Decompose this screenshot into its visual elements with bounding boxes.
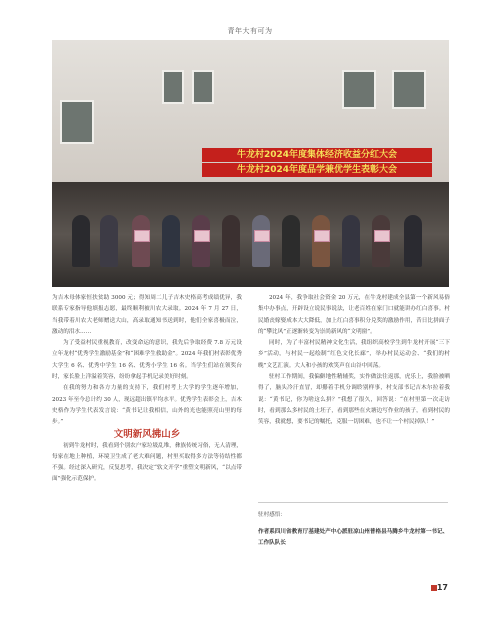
certificate [254, 230, 270, 242]
person [282, 215, 300, 267]
person [222, 215, 240, 267]
page-number: 17 [436, 583, 448, 592]
author-info: 作者系四川省教育厅基建处产中心派驻凉山州普格县马腾乡牛龙村第一书记、工作队队长 [258, 529, 449, 546]
banner-dividend: 牛龙村2024年度集体经济收益分红大会 [202, 148, 432, 162]
author-label: 驻村感悟： [258, 512, 286, 518]
paragraph: 同时，为了丰富村民精神文化生活，我组织高校学生到牛龙村开展“三下乡”活动，与村民一起绘制“红色文化长廊”，举办村民运动会、“我们的村晚”文艺汇演。大人和小孩的欢笑声在山谷中回荡。 [258, 340, 450, 369]
certificate [194, 230, 210, 242]
author-divider [258, 502, 448, 503]
person [404, 215, 422, 267]
window [162, 70, 184, 104]
person [342, 215, 360, 267]
paragraph: 为了受益村民重视教育，改变命运的意识，我先后争取经费 7.8 万元设立年龙村“优秀学生激励基金”和“困难学生救助金”。2024 年我们村表彰优秀大学生 6 名、优秀中学生 16 名、优秀小学生 16 名。当学生们站在领奖台时，家长脸上洋溢着笑容，纷纷拿起手机记录美好时刻。 [52, 340, 242, 381]
window [60, 100, 94, 144]
right-column [258, 293, 450, 429]
section-heading: 文明新风拂山乡 [113, 428, 181, 440]
paragraph: 为吉木母体家恒扶贫助 3000 元；得知周二儿子吉木史格高考成绩优异，我联系专家指导他填报志愿，最终顺利被川农大录取。2024 年 7 月 27 日，当我带着川农大老师赠送大山，高录取通知书送到时，他们全家喜极而泣，激动的泪水…… [52, 295, 242, 335]
left-column [52, 293, 242, 486]
paragraph: 在我的努力和各方力量的支持下，我们村考上大学的学生逐年增加，2023 年至今总计约 30 人，现远超出镇平均水平。优秀学生表彰会上，吉木史格作为学生代表发言说：“黄书记让我相信，山外的光也能照亮山里的每步。” [52, 385, 242, 426]
running-header: 青年大有可为 [227, 27, 273, 35]
certificate [314, 230, 330, 242]
certificate [134, 230, 150, 242]
group-photo [52, 40, 449, 287]
certificate [374, 230, 390, 242]
paragraph: 2024 年，我争取社会资金 20 万元，在牛龙村建成全县第一个新风易俗集中办事点，开辟设立说民事说法，让老百姓在家门口就能讲办红白喜事。村民婚丧嫁娶成本大大降低，加上红白喜事积分兑奖的激励作用，昔日比拼面子的“攀比风”正逐渐转变为崇尚新风的“文明窗”。 [258, 295, 450, 335]
banner-students: 牛龙村2024年度品学兼优学生表彰大会 [202, 163, 432, 177]
window [392, 70, 426, 109]
paragraph: 驻村工作期间，我偏僻地性精辅奖，实作做法往返那，虎乐上，我脸被晒得了，脑头冷汗直冒，却攥着手机分调聆别样事，村支部书记吉木尔拉着我说：“黄书记，你为啥这么拼？”我想了很久，回答说：“在村里第一次走访时，看到那么多村民的土坯子，看到那些在火塘边写作业的孩子，看到村民的笑容，我就想，要书记的嘱托，克服一切困难，也不让一个村民掉队！” [258, 374, 450, 426]
paragraph: 初到牛龙村时，我看到个别农户家垃圾乱堆，彝族传统习俗，无人清理，每家在地上种植，环境卫生成了老大难问题，村里买取得多方法等待结性都不强。经过深入研究，反复思考，我决定“软文开学”重塑文明新风，“以点带面”强化示范保护。 [52, 442, 243, 483]
person [162, 215, 180, 267]
window [342, 70, 376, 109]
window [192, 70, 214, 104]
person [100, 215, 118, 267]
person [72, 215, 90, 267]
